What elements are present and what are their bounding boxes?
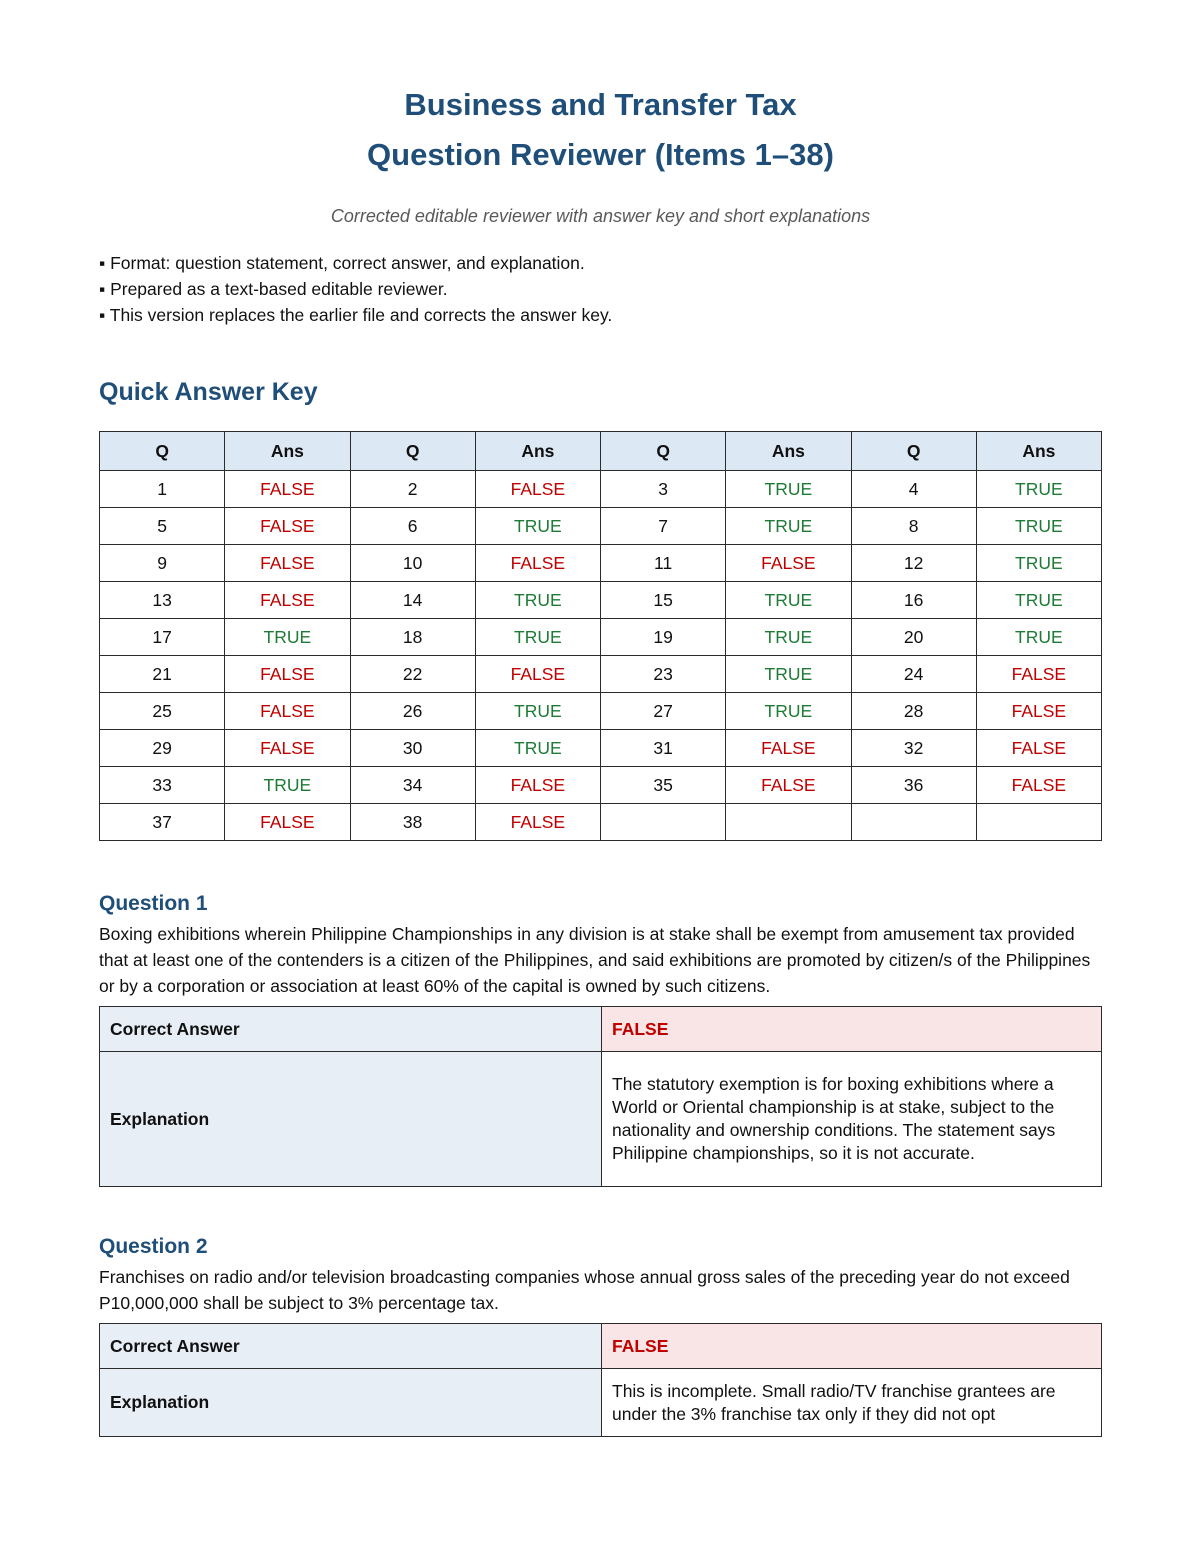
answer-cell: TRUE bbox=[475, 730, 600, 767]
question-number-cell: 37 bbox=[100, 804, 225, 841]
question-number-cell: 27 bbox=[601, 693, 726, 730]
correct-answer-label: Correct Answer bbox=[100, 1007, 602, 1052]
question-number-cell: 1 bbox=[100, 471, 225, 508]
explanation-text: This is incomplete. Small radio/TV franchise grantees are under the 3% franchise tax only if they did not opt bbox=[602, 1369, 1102, 1437]
question-number-cell: 31 bbox=[601, 730, 726, 767]
question-2-answer-table bbox=[99, 1323, 1102, 1437]
answer-cell: FALSE bbox=[976, 730, 1101, 767]
answer-key-row bbox=[100, 804, 1102, 841]
answer-key-row bbox=[100, 471, 1102, 508]
document-title-line-1: Business and Transfer Tax bbox=[404, 87, 797, 122]
question-number-cell: 21 bbox=[100, 656, 225, 693]
answer-cell: FALSE bbox=[475, 656, 600, 693]
answer-cell: FALSE bbox=[726, 545, 851, 582]
answer-cell: FALSE bbox=[225, 545, 350, 582]
column-header-q: Q bbox=[851, 432, 976, 471]
answer-key-row bbox=[100, 693, 1102, 730]
answer-key-row bbox=[100, 767, 1102, 804]
answer-cell: TRUE bbox=[726, 471, 851, 508]
question-number-cell: 20 bbox=[851, 619, 976, 656]
question-number-cell: 22 bbox=[350, 656, 475, 693]
question-number-cell: 35 bbox=[601, 767, 726, 804]
answer-cell: TRUE bbox=[475, 508, 600, 545]
answer-cell: FALSE bbox=[475, 471, 600, 508]
answer-cell: TRUE bbox=[475, 619, 600, 656]
question-number-cell: 14 bbox=[350, 582, 475, 619]
answer-cell: FALSE bbox=[225, 804, 350, 841]
question-number-cell: 26 bbox=[350, 693, 475, 730]
answer-row bbox=[100, 1007, 1102, 1052]
answer-cell: TRUE bbox=[726, 656, 851, 693]
question-number-cell: 15 bbox=[601, 582, 726, 619]
explanation-text: The statutory exemption is for boxing exhibitions where a World or Oriental championship is at stake, subject to the nationality and ownership conditions. The statement says Philippine championships, so it is not accurate. bbox=[602, 1052, 1102, 1187]
answer-cell: TRUE bbox=[726, 508, 851, 545]
answer-key-row bbox=[100, 545, 1102, 582]
question-number-cell: 3 bbox=[601, 471, 726, 508]
question-number-cell: 2 bbox=[350, 471, 475, 508]
answer-cell: FALSE bbox=[726, 767, 851, 804]
question-number-cell: 4 bbox=[851, 471, 976, 508]
question-number-cell: 30 bbox=[350, 730, 475, 767]
question-number-cell: 13 bbox=[100, 582, 225, 619]
answer-cell: FALSE bbox=[225, 693, 350, 730]
question-number-cell: 36 bbox=[851, 767, 976, 804]
answer-cell: TRUE bbox=[225, 767, 350, 804]
question-number-cell: 16 bbox=[851, 582, 976, 619]
question-number-cell: 7 bbox=[601, 508, 726, 545]
column-header-q: Q bbox=[350, 432, 475, 471]
answer-key-table bbox=[99, 431, 1102, 841]
question-number-cell: 12 bbox=[851, 545, 976, 582]
question-number-cell: 9 bbox=[100, 545, 225, 582]
answer-key-row bbox=[100, 619, 1102, 656]
question-number-cell: 17 bbox=[100, 619, 225, 656]
answer-row bbox=[100, 1324, 1102, 1369]
column-header-q: Q bbox=[601, 432, 726, 471]
answer-key-heading: Quick Answer Key bbox=[99, 378, 318, 406]
question-number-cell: 28 bbox=[851, 693, 976, 730]
answer-cell: FALSE bbox=[475, 545, 600, 582]
question-number-cell bbox=[851, 804, 976, 841]
answer-cell: TRUE bbox=[976, 582, 1101, 619]
intro-bullet: ▪ This version replaces the earlier file and corrects the answer key. bbox=[99, 305, 613, 325]
question-number-cell: 34 bbox=[350, 767, 475, 804]
answer-cell: FALSE bbox=[225, 656, 350, 693]
answer-cell: FALSE bbox=[225, 471, 350, 508]
question-number-cell: 5 bbox=[100, 508, 225, 545]
document-subtitle: Corrected editable reviewer with answer key and short explanations bbox=[330, 206, 871, 226]
answer-key-header-row bbox=[100, 432, 1102, 471]
answer-key-body bbox=[100, 471, 1102, 841]
answer-cell: FALSE bbox=[225, 508, 350, 545]
question-number-cell: 29 bbox=[100, 730, 225, 767]
question-number-cell: 11 bbox=[601, 545, 726, 582]
answer-cell: TRUE bbox=[225, 619, 350, 656]
answer-cell: TRUE bbox=[475, 582, 600, 619]
answer-cell: TRUE bbox=[726, 619, 851, 656]
answer-cell: TRUE bbox=[726, 693, 851, 730]
explanation-row bbox=[100, 1052, 1102, 1187]
column-header-ans: Ans bbox=[475, 432, 600, 471]
question-number-cell: 10 bbox=[350, 545, 475, 582]
answer-cell: FALSE bbox=[976, 767, 1101, 804]
answer-cell: FALSE bbox=[475, 804, 600, 841]
answer-key-row bbox=[100, 582, 1102, 619]
answer-cell: TRUE bbox=[976, 508, 1101, 545]
question-number-cell: 19 bbox=[601, 619, 726, 656]
answer-cell: TRUE bbox=[475, 693, 600, 730]
question-number-cell: 24 bbox=[851, 656, 976, 693]
document-title-line-2: Question Reviewer (Items 1–38) bbox=[367, 137, 834, 172]
answer-cell: TRUE bbox=[976, 545, 1101, 582]
answer-cell: FALSE bbox=[475, 767, 600, 804]
column-header-ans: Ans bbox=[726, 432, 851, 471]
answer-key-row bbox=[100, 508, 1102, 545]
explanation-row bbox=[100, 1369, 1102, 1437]
question-number-cell: 32 bbox=[851, 730, 976, 767]
answer-cell: TRUE bbox=[976, 619, 1101, 656]
correct-answer-value: FALSE bbox=[602, 1007, 1102, 1052]
question-2-heading: Question 2 bbox=[99, 1235, 208, 1258]
answer-key-row bbox=[100, 730, 1102, 767]
intro-bullet: ▪ Format: question statement, correct answer, and explanation. bbox=[99, 253, 585, 273]
question-number-cell: 18 bbox=[350, 619, 475, 656]
question-1-answer-table bbox=[99, 1006, 1102, 1187]
question-1-text: Boxing exhibitions wherein Philippine Championships in any division is at stake shall be exempt from amusement tax provided that at least one of the contenders is a citizen of the Philippines, and said exhibitions are promoted by citizen/s of the Philippines or by a corporation or association at least 60% of the capital is owned by such citizens. bbox=[99, 924, 1091, 996]
answer-cell: FALSE bbox=[976, 656, 1101, 693]
intro-bullet-list bbox=[99, 250, 1102, 328]
question-number-cell: 6 bbox=[350, 508, 475, 545]
answer-cell: FALSE bbox=[225, 730, 350, 767]
question-number-cell: 38 bbox=[350, 804, 475, 841]
question-number-cell: 33 bbox=[100, 767, 225, 804]
document-page bbox=[99, 0, 1102, 1437]
answer-cell: FALSE bbox=[726, 730, 851, 767]
intro-bullet: ▪ Prepared as a text-based editable reviewer. bbox=[99, 279, 448, 299]
answer-cell: FALSE bbox=[225, 582, 350, 619]
answer-cell: FALSE bbox=[976, 693, 1101, 730]
explanation-label: Explanation bbox=[100, 1369, 602, 1437]
answer-cell: TRUE bbox=[726, 582, 851, 619]
explanation-label: Explanation bbox=[100, 1052, 602, 1187]
question-number-cell: 8 bbox=[851, 508, 976, 545]
question-number-cell: 25 bbox=[100, 693, 225, 730]
question-1-heading: Question 1 bbox=[99, 892, 208, 915]
question-number-cell: 23 bbox=[601, 656, 726, 693]
column-header-ans: Ans bbox=[976, 432, 1101, 471]
answer-cell: TRUE bbox=[976, 471, 1101, 508]
answer-cell bbox=[976, 804, 1101, 841]
question-number-cell bbox=[601, 804, 726, 841]
column-header-ans: Ans bbox=[225, 432, 350, 471]
answer-cell bbox=[726, 804, 851, 841]
column-header-q: Q bbox=[100, 432, 225, 471]
correct-answer-value: FALSE bbox=[602, 1324, 1102, 1369]
question-2-text: Franchises on radio and/or television broadcasting companies whose annual gross sales of the preceding year do not exceed P10,000,000 shall be subject to 3% percentage tax. bbox=[99, 1267, 1070, 1313]
correct-answer-label: Correct Answer bbox=[100, 1324, 602, 1369]
answer-key-row bbox=[100, 656, 1102, 693]
